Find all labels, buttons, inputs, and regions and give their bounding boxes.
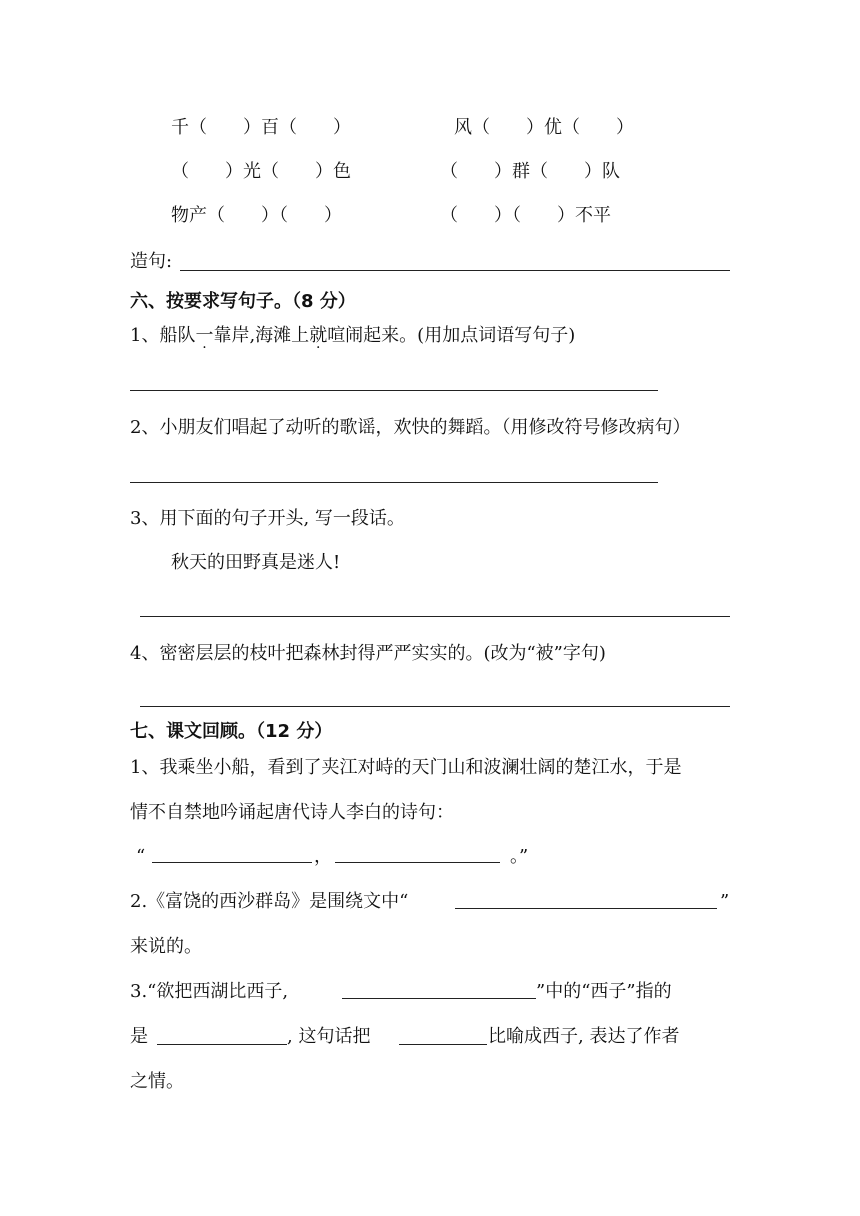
q2-answer-line[interactable] [130,482,658,483]
section6-q4: 4、密密层层的枝叶把森林封得严严实实的。(改为“被”字句) [130,643,606,664]
q1-part-a: 1、船队 [130,325,196,346]
section7-q3-part-e: 比喻成西子, 表达了作者 [488,1026,680,1047]
q1-dotted-word-1: 一 [195,325,214,346]
section6-q3: 3、用下面的句子开头, 写一段话。 [130,508,405,529]
sentence-answer-line[interactable] [180,270,730,271]
section6-q2: 2、小朋友们唱起了动听的歌谣，欢快的舞蹈。（用修改符号修改病句） [130,417,691,438]
q1-answer-line[interactable] [130,390,658,391]
section7-q1-line1: 1、我乘坐小船，看到了夹江对峙的天门山和波澜壮阔的楚江水，于是 [130,757,682,778]
poem-comma: ， [314,846,332,867]
section7-q2-part-a: 2.《富饶的西沙群岛》是围绕文中“ [130,891,409,912]
q3-answer-line[interactable] [140,616,730,617]
section7-q2-part-c: 来说的。 [130,936,202,957]
q3-starting-sentence: 秋天的田野真是迷人! [171,552,341,573]
idiom-row1-left: 千（ ）百（ ） [171,117,351,138]
section7-q2-part-b: ” [720,891,730,912]
section6-q1 [130,324,575,348]
section7-q3-part-a: 3.“欲把西湖比西子, [130,981,289,1002]
q1-part-b: 靠岸,海滩上 [213,325,310,346]
q1-part-c: 喧闹起来。(用加点词语写句子) [327,325,576,346]
section7-title: 七、课文回顾。（12 分） [130,721,333,742]
poem-blank-2[interactable] [335,862,500,863]
poem-close-quote: 。” [510,846,529,867]
section7-q3-part-f: 之情。 [130,1071,184,1092]
idiom-row1-right: 风（ ）优（ ） [454,117,634,138]
q4-answer-line[interactable] [140,706,730,707]
idiom-row2-right: （ ）群（ ）队 [440,161,620,182]
section6-title: 六、按要求写句子。（8 分） [130,291,356,312]
q3-blank-2[interactable] [157,1044,287,1045]
idiom-row3-right: （ ）（ ）不平 [440,205,611,226]
q3-blank-1[interactable] [342,998,536,999]
idiom-row2-left: （ ）光（ ）色 [171,161,351,182]
q2-blank[interactable] [455,908,717,909]
idiom-row3-left: 物产（ ）（ ） [171,205,342,226]
q1-dotted-word-2: 就 [309,325,328,346]
section7-q1-line2: 情不自禁地吟诵起唐代诗人李白的诗句： [130,802,454,823]
poem-open-quote: “ [136,846,146,867]
q3-blank-3[interactable] [399,1044,487,1045]
poem-blank-1[interactable] [152,862,312,863]
section7-q3-part-b: ”中的“西子”指的 [536,981,672,1002]
section7-q3-part-c: 是 [130,1026,148,1047]
section7-q3-part-d: , 这句话把 [287,1026,371,1047]
sentence-label: 造句: [130,251,173,272]
